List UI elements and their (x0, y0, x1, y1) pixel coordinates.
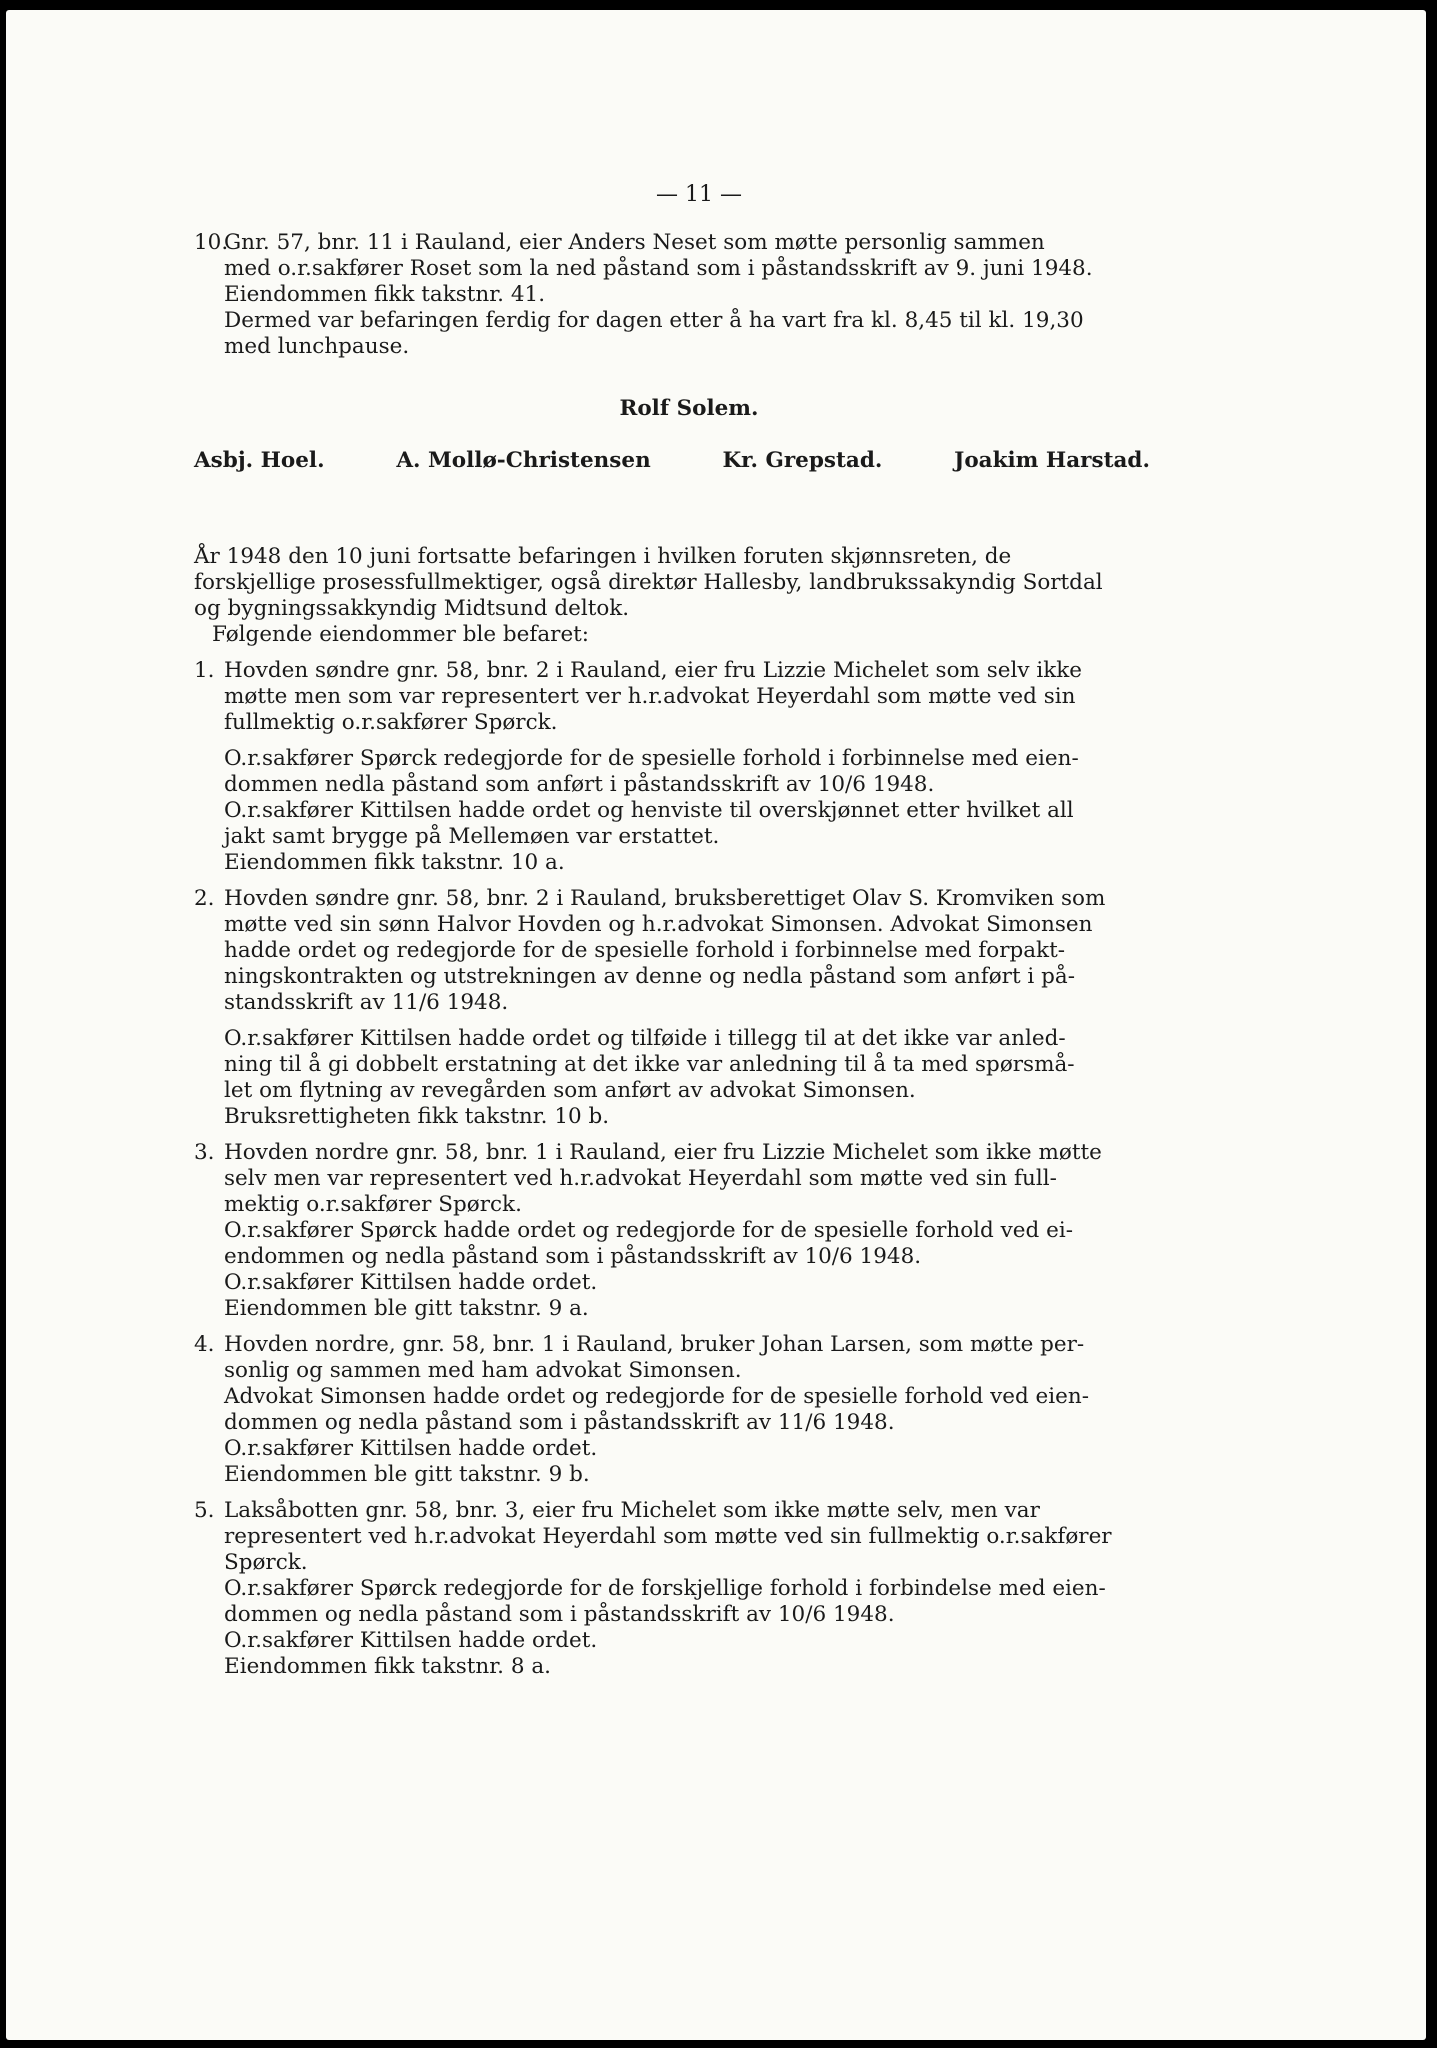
entry-line: Gnr. 57, bnr. 11 i Rauland, eier Anders Neset som møtte personlig sammen (224, 230, 1045, 255)
page-number: — 11 — (656, 182, 742, 207)
entry-line: Advokat Simonsen hadde ordet og redegjorde for de spesielle forhold ved eien- (224, 1384, 1089, 1409)
entry-line: representert ved h.r.advokat Heyerdahl som møtte ved sin fullmektig o.r.sakfører (224, 1524, 1112, 1549)
entry-line: Eiendommen fikk takstnr. 8 a. (224, 1654, 552, 1679)
entry-line: Dermed var befaringen ferdig for dagen etter å ha vart fra kl. 8,45 til kl. 19,30 (224, 308, 1084, 333)
entry-number: 5. (194, 1498, 215, 1523)
entry-line: jakt samt brygge på Mellemøen var erstattet. (224, 824, 720, 849)
entry-line: O.r.sakfører Kittilsen hadde ordet. (224, 1270, 598, 1295)
entry-4 (194, 1332, 1184, 1488)
entry-line: O.r.sakfører Spørck redegjorde for de forskjellige forhold i forbindelse med eien- (224, 1576, 1106, 1601)
entry-3 (194, 1140, 1184, 1322)
entry-line: mektig o.r.sakfører Spørck. (224, 1192, 522, 1217)
entry-line: Eiendommen fikk takstnr. 41. (224, 282, 546, 307)
entry-line: dommen og nedla påstand som i påstandsskrift av 11/6 1948. (224, 1410, 895, 1435)
entry-line: hadde ordet og redegjorde for de spesielle forhold i forbinnelse med forpakt- (224, 938, 1065, 963)
page-content (194, 182, 1184, 1680)
signature: Joakim Harstad. (954, 448, 1150, 473)
entry-line: selv men var representert ved h.r.advokat Heyerdahl som møtte ved sin full- (224, 1166, 1057, 1191)
entry-number: 1. (194, 658, 215, 683)
intro-line: forskjellige prosessfullmektiger, også direktør Hallesby, landbrukssakyndig Sortdal (194, 570, 1103, 595)
entry-line: standsskrift av 11/6 1948. (224, 990, 509, 1015)
entry-line: O.r.sakfører Kittilsen hadde ordet. (224, 1436, 598, 1461)
document-page (6, 10, 1426, 2040)
entry-line: let om flytning av revegården som anført av advokat Simonsen. (224, 1078, 916, 1103)
entry-line: O.r.sakfører Spørck redegjorde for de spesielle forhold i forbinnelse med eien- (224, 746, 1079, 771)
entry-number: 3. (194, 1140, 215, 1165)
entry-line: O.r.sakfører Spørck hadde ordet og redegjorde for de spesielle forhold ved ei- (224, 1218, 1073, 1243)
entry-line: Hovden søndre gnr. 58, bnr. 2 i Rauland, eier fru Lizzie Michelet som selv ikke (224, 658, 1083, 683)
intro-paragraph (194, 544, 1184, 648)
signature-row (194, 448, 1184, 474)
entry-number: 2. (194, 886, 215, 911)
entry-line: ning til å gi dobbelt erstatning at det ikke var anledning til å ta med spørsmå- (224, 1052, 1075, 1077)
signature: Kr. Grepstad. (722, 448, 883, 473)
entry-line: Eiendommen ble gitt takstnr. 9 b. (224, 1462, 590, 1487)
entry-line: O.r.sakfører Kittilsen hadde ordet og henviste til overskjønnet etter hvilket all (224, 798, 1074, 823)
entry-line: Hovden nordre, gnr. 58, bnr. 1 i Rauland, bruker Johan Larsen, som møtte per- (224, 1332, 1085, 1357)
entry-1 (194, 658, 1184, 876)
intro-line: og bygningssakkyndig Midtsund deltok. (194, 596, 630, 621)
entry-line: Eiendommen ble gitt takstnr. 9 a. (224, 1296, 589, 1321)
entry-line: O.r.sakfører Kittilsen hadde ordet. (224, 1628, 598, 1653)
entry-line: Bruksrettigheten fikk takstnr. 10 b. (224, 1104, 610, 1129)
entry-line: dommen nedla påstand som anført i påstandsskrift av 10/6 1948. (224, 772, 935, 797)
entry-number: 4. (194, 1332, 215, 1357)
entry-line: fullmektig o.r.sakfører Spørck. (224, 710, 558, 735)
entry-line: Spørck. (224, 1550, 308, 1575)
entry-line: endommen og nedla påstand som i påstandsskrift av 10/6 1948. (224, 1244, 922, 1269)
signature: Asbj. Hoel. (194, 448, 325, 473)
intro-line: Følgende eiendommer ble befaret: (212, 622, 590, 647)
entry-line: Hovden nordre gnr. 58, bnr. 1 i Rauland, eier fru Lizzie Michelet som ikke møtte (224, 1140, 1102, 1165)
entry-10 (194, 230, 1184, 360)
entry-line: O.r.sakfører Kittilsen hadde ordet og tilføide i tillegg til at det ikke var anled- (224, 1026, 1066, 1051)
entry-line: Laksåbotten gnr. 58, bnr. 3, eier fru Michelet som ikke møtte selv, men var (224, 1498, 1040, 1523)
entry-2 (194, 886, 1184, 1130)
entry-number: 10. (194, 230, 229, 255)
entry-line: Eiendommen fikk takstnr. 10 a. (224, 850, 565, 875)
entry-line: dommen og nedla påstand som i påstandsskrift av 10/6 1948. (224, 1602, 895, 1627)
entry-line: ningskontrakten og utstrekningen av denne og nedla påstand som anført i på- (224, 964, 1075, 989)
signature-chairman: Rolf Solem. (619, 396, 759, 421)
entry-line: med o.r.sakfører Roset som la ned påstand som i påstandsskrift av 9. juni 1948. (224, 256, 1093, 281)
entry-line: sonlig og sammen med ham advokat Simonsen. (224, 1358, 742, 1383)
intro-line: År 1948 den 10 juni fortsatte befaringen i hvilken foruten skjønnsreten, de (194, 544, 1012, 569)
entry-line: Hovden søndre gnr. 58, bnr. 2 i Rauland, bruksberettiget Olav S. Kromviken som (224, 886, 1106, 911)
entry-line: med lunchpause. (224, 334, 410, 359)
entry-5 (194, 1498, 1184, 1680)
entry-line: møtte men som var representert ver h.r.advokat Heyerdahl som møtte ved sin (224, 684, 1076, 709)
entry-line: møtte ved sin sønn Halvor Hovden og h.r.advokat Simonsen. Advokat Simonsen (224, 912, 1093, 937)
signature: A. Mollø-Christensen (396, 448, 651, 473)
